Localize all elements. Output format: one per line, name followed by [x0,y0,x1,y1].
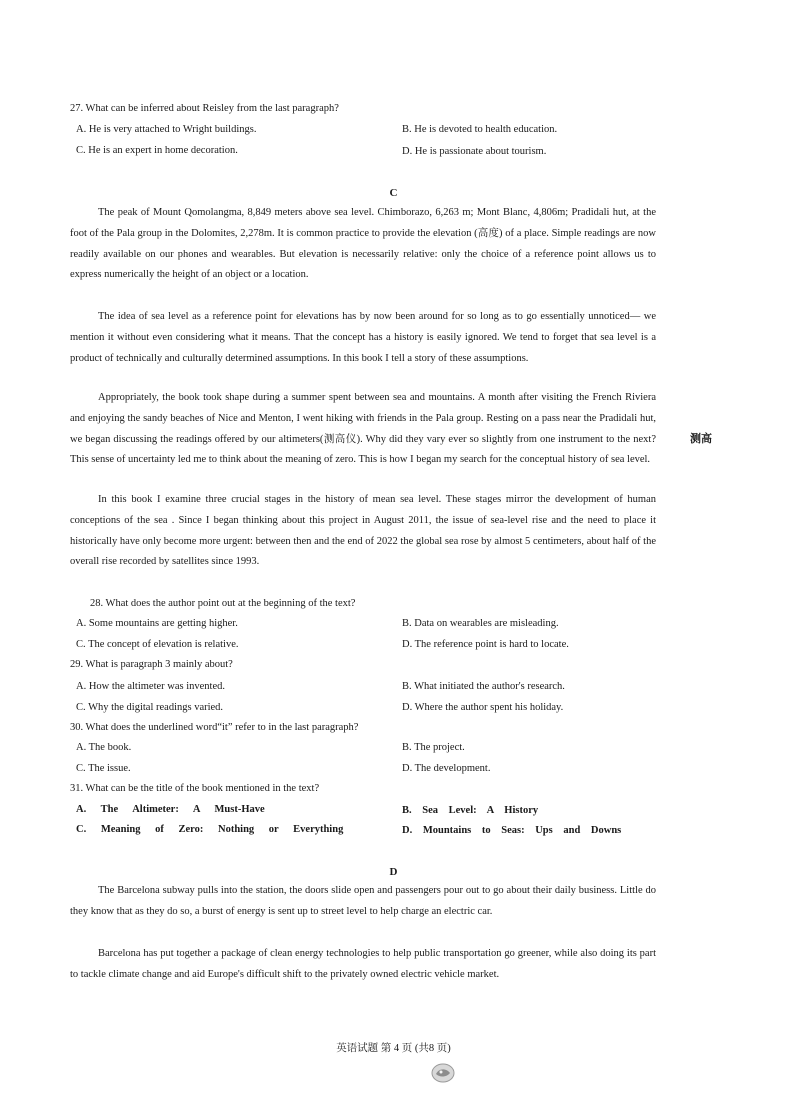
q31-option-a: A. The Altimeter: A Must-Have [76,804,265,815]
section-c-paragraph-4: In this book I examine three crucial stages in the history of mean sea level. These stages mirror the development of human conceptions of the sea . Since I began thinking about this project in August 2011, the issue of sea-level rise and the need to place it historically have only become more urgent: between then and the end of 2022 the global sea rose by almost 5 centimeters, about half of the overall rise recorded by satellites since 1993. [70,494,656,568]
section-c-title: C [389,187,398,199]
q29-option-d: D. Where the author spent his holiday. [402,702,564,713]
section-d-paragraph-1: The Barcelona subway pulls into the station, the doors slide open and passengers pour out to go about their daily business. Little do they know that as they do so, a burst of energy is sent up to street level to help charge an electric car. [70,885,656,917]
q30-option-a: A. The book. [76,742,132,753]
q28-option-c: C. The concept of elevation is relative. [76,639,239,650]
q28-option-b: B. Data on wearables are misleading. [402,618,559,629]
page-footer: 英语试题 第 4 页 (共8 页) [336,1043,451,1054]
q30-option-d: D. The development. [402,763,491,774]
q31-option-b: B. Sea Level: A History [402,805,539,816]
section-c-paragraph-3: Appropriately, the book took shape during a summer spent between sea and mountains. A month after visiting the French Riviera and enjoying the sandy beaches of Nice and Menton, I went hiking with friends in the Pala group. Resting on a pass near the Pradidali hut, we began discussing the readings offered by our altimeters(测高仪). Why did they vary ever so slightly from one instrument to the next? This sense of uncertainty led me to think about the meaning of zero. This is how I began my search for the conceptual history of sea level. [70,392,656,466]
q27-stem: 27. What can be inferred about Reisley from the last paragraph? [70,103,339,114]
q29-option-b: B. What initiated the author's research. [402,681,565,692]
q27-option-a: A. He is very attached to Wright buildings. [76,124,257,135]
section-d-paragraph-2: Barcelona has put together a package of clean energy technologies to help public transportation go greener, while also doing its part to tackle climate change and aid Europe's difficult shift to the privately owned electric vehicle market. [70,948,656,980]
section-c-paragraph-2: The idea of sea level as a reference point for elevations has by now been around for so long as to go essentially unnoticed— we mention it without even considering what it means. That the concept has a history is easily ignored. We tend to forget that sea level is a product of technically and culturally determined assumptions. In this book I tell a story of these assumptions. [70,311,656,364]
q30-option-c: C. The issue. [76,763,131,774]
margin-note: 测高 [690,433,712,445]
q27-option-c: C. He is an expert in home decoration. [76,145,238,156]
q30-option-b: B. The project. [402,742,465,753]
q27-option-b: B. He is devoted to health education. [402,124,558,135]
q31-stem: 31. What can be the title of the book mentioned in the text? [70,783,320,794]
q27-option-d: D. He is passionate about tourism. [402,146,547,157]
q31-option-d: D. Mountains to Seas: Ups and Downs [402,825,622,836]
q28-option-a: A. Some mountains are getting higher. [76,618,238,629]
section-c-paragraph-1: The peak of Mount Qomolangma, 8,849 meters above sea level. Chimborazo, 6,263 m; Mont Blanc, 4,806m; Pradidali hut, at the foot of the Pala group in the Dolomites, 2,278m. It is common practice to provide the elevation (高度) of a place. Simple readings are now readily available on our phones and wearables. But elevation is necessarily relative: only the choice of a reference point allows us to express numerically the height of an object or a location. [70,207,656,281]
q29-option-a: A. How the altimeter was invented. [76,681,225,692]
seal-logo-icon [430,1062,456,1084]
q29-option-c: C. Why the digital readings varied. [76,702,224,713]
q29-stem: 29. What is paragraph 3 mainly about? [70,659,233,670]
q30-stem: 30. What does the underlined word“it” refer to in the last paragraph? [70,722,359,733]
q28-stem: 28. What does the author point out at the beginning of the text? [90,598,356,609]
q28-option-d: D. The reference point is hard to locate. [402,639,569,650]
q31-option-c: C. Meaning of Zero: Nothing or Everything [76,824,344,835]
section-d-title: D [389,866,398,878]
